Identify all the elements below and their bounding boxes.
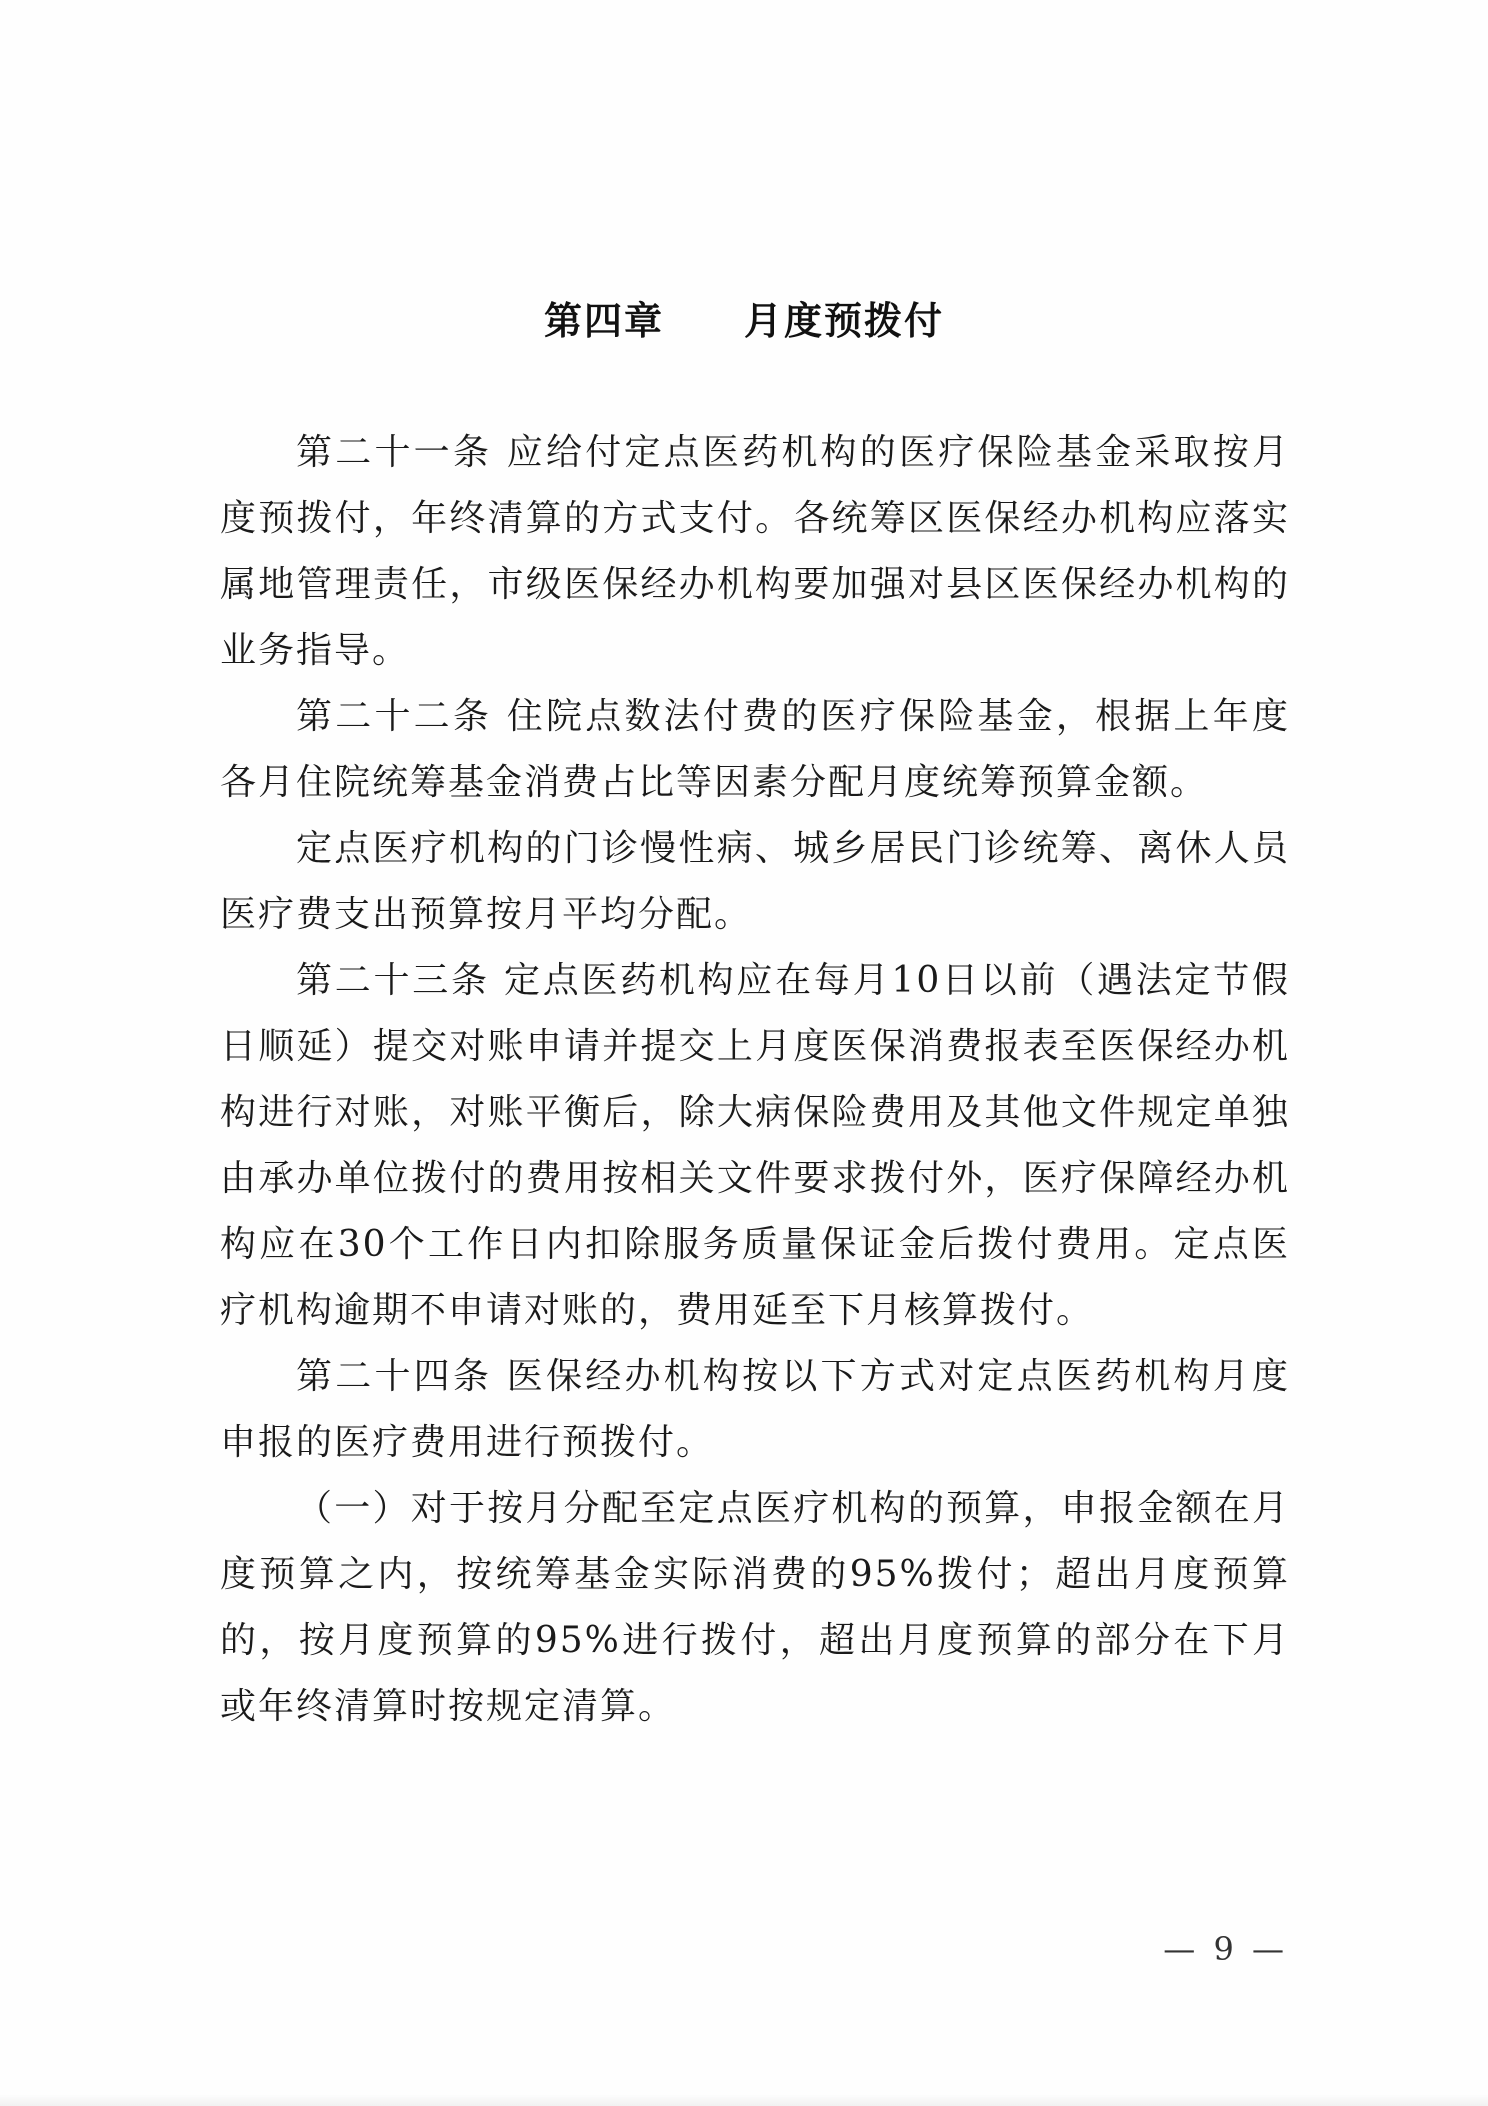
outpatient-budget-paragraph: 定点医疗机构的门诊慢性病、城乡居民门诊统筹、离休人员医疗费支出预算按月平均分配。	[220, 828, 1290, 935]
page-edge-shadow	[0, 2094, 1488, 2106]
chapter-number: 第四章	[543, 299, 664, 343]
article-22-paragraph: 第二十二条 住院点数法付费的医疗保险基金，根据上年度各月住院统筹基金消费占比等因素分配月度统筹预算金额。	[220, 696, 1290, 803]
chapter-heading	[0, 290, 1488, 345]
page-number: — 9 —	[1163, 1930, 1288, 1968]
body-text	[220, 420, 1290, 1740]
article-23-paragraph: 第二十三条 定点医药机构应在每月10日以前（遇法定节假日顺延）提交对账申请并提交上月度医保消费报表至医保经办机构进行对账，对账平衡后，除大病保险费用及其他文件规定单独由承办单位拨付的费用按相关文件要求拨付外，医疗保障经办机构应在30个工作日内扣除服务质量保证金后拨付费用。定点医疗机构逾期不申请对账的，费用延至下月核算拨付。	[220, 960, 1290, 1331]
article-21-paragraph: 第二十一条 应给付定点医药机构的医疗保险基金采取按月度预拨付，年终清算的方式支付。各统筹区医保经办机构应落实属地管理责任，市级医保经办机构要加强对县区医保经办机构的业务指导。	[220, 432, 1290, 671]
article-24-item-1-paragraph: （一）对于按月分配至定点医疗机构的预算，申报金额在月度预算之内，按统筹基金实际消费的95%拨付；超出月度预算的，按月度预算的95%进行拨付，超出月度预算的部分在下月或年终清算时按规定清算。	[220, 1488, 1290, 1727]
chapter-title: 月度预拨付	[744, 299, 945, 343]
article-24-paragraph: 第二十四条 医保经办机构按以下方式对定点医药机构月度申报的医疗费用进行预拨付。	[220, 1356, 1290, 1463]
